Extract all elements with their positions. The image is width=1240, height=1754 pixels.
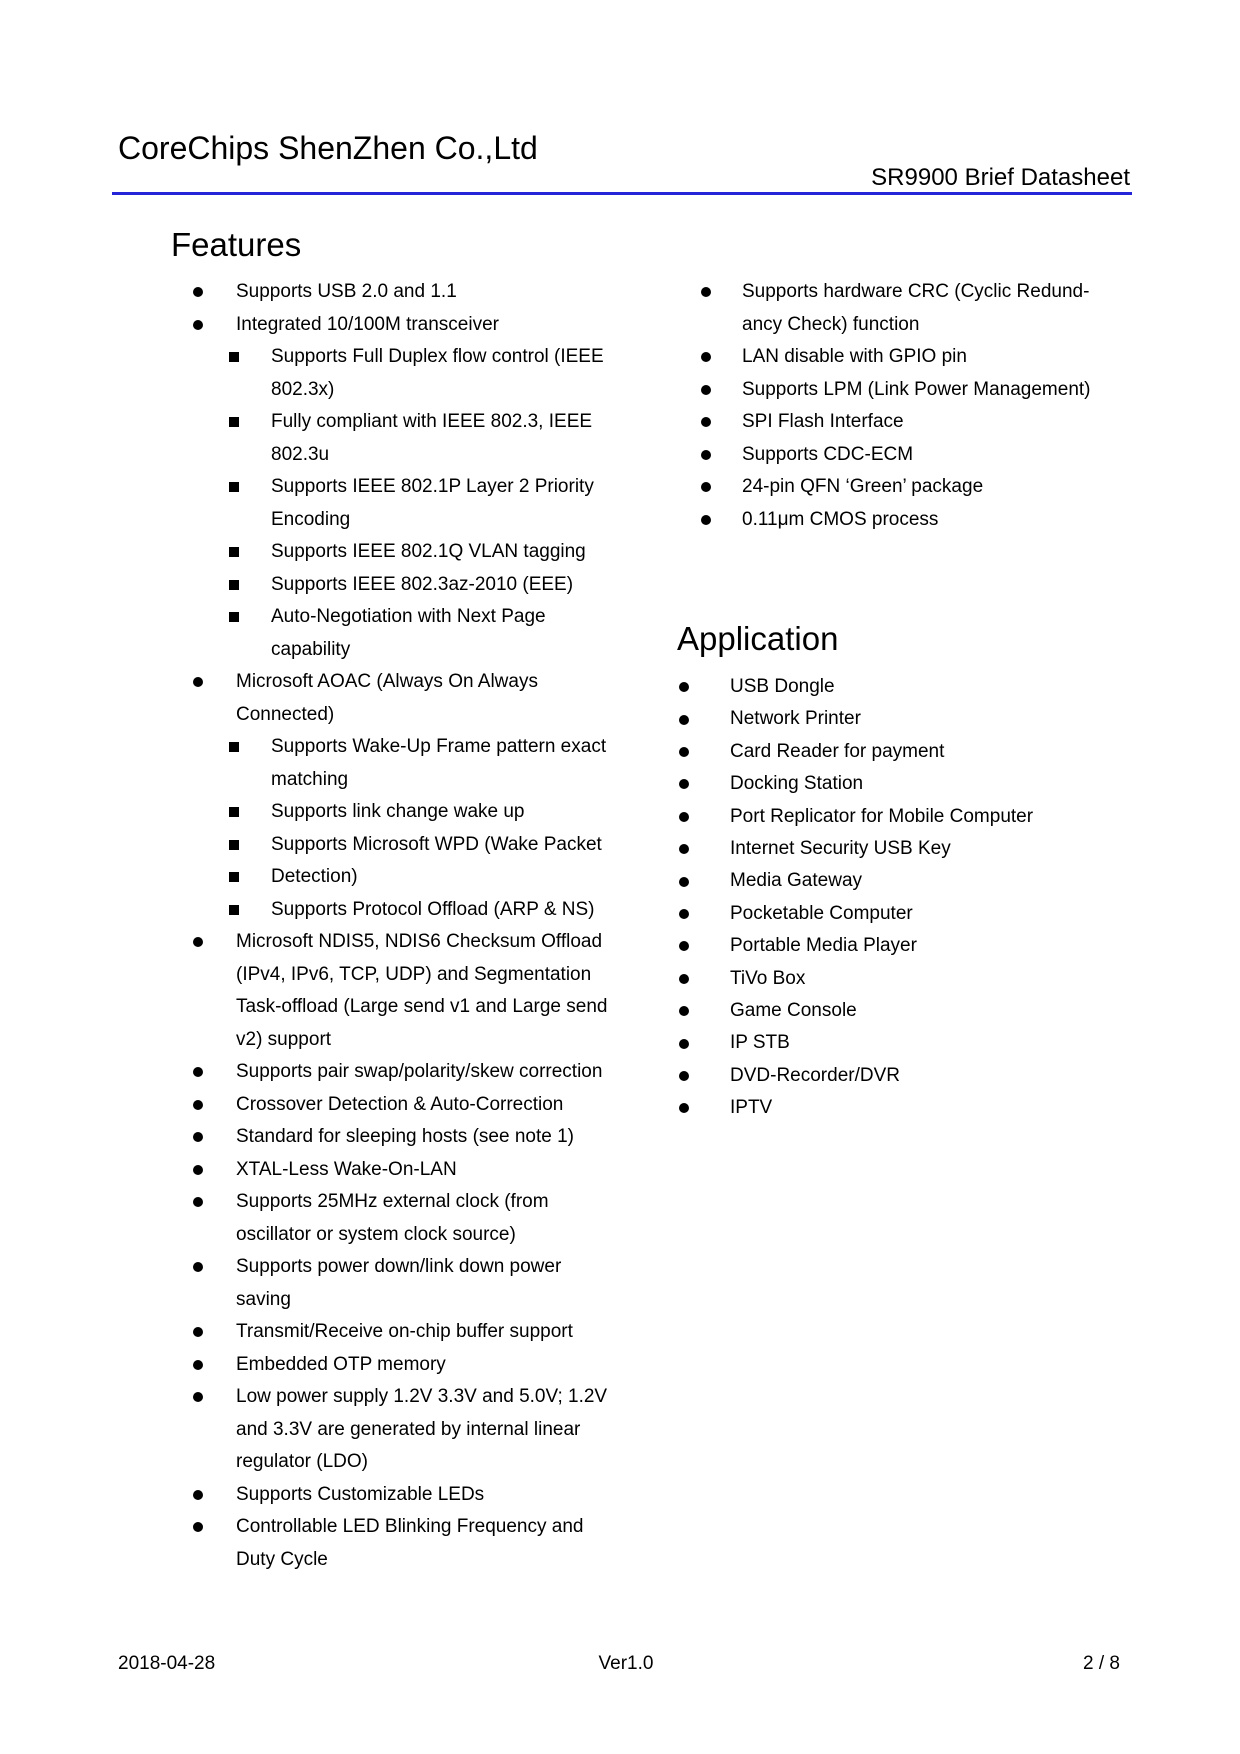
- list-item-text: Supports 25MHz external clock (from oscillator or system clock source): [236, 1191, 549, 1245]
- list-item: [236, 1186, 607, 1251]
- list-item-text: IPTV: [730, 1097, 773, 1119]
- round-bullet-icon: [701, 450, 711, 460]
- list-item: [236, 1316, 607, 1349]
- list-item: [236, 1154, 607, 1187]
- list-item-text: Portable Media Player: [730, 935, 917, 957]
- application-list: [0, 671, 1033, 1125]
- round-bullet-icon: [193, 1262, 203, 1272]
- round-bullet-icon: [193, 1360, 203, 1370]
- square-bullet-icon: [229, 580, 239, 590]
- list-item-text: Supports CDC-ECM: [742, 443, 914, 465]
- list-item-text: Supports Microsoft WPD (Wake Packet: [271, 833, 602, 855]
- round-bullet-icon: [679, 844, 689, 854]
- round-bullet-icon: [193, 1197, 203, 1207]
- list-item-text: Supports hardware CRC (Cyclic Redund- ancy Check) function: [742, 281, 1090, 335]
- round-bullet-icon: [701, 482, 711, 492]
- list-item-text: Docking Station: [730, 773, 864, 795]
- list-item: [236, 1479, 607, 1512]
- list-item-text: XTAL-Less Wake-On-LAN: [236, 1158, 457, 1180]
- list-item-text: Fully compliant with IEEE 802.3, IEEE 802.3u: [271, 411, 593, 465]
- round-bullet-icon: [679, 1006, 689, 1016]
- list-item: [730, 736, 1033, 768]
- list-item: [742, 439, 1091, 472]
- features-heading: Features: [171, 226, 302, 263]
- list-item: [271, 536, 607, 569]
- list-item: [271, 601, 607, 666]
- round-bullet-icon: [701, 287, 711, 297]
- list-item-text: Transmit/Receive on-chip buffer support: [236, 1321, 573, 1342]
- header-divider: [112, 192, 1132, 195]
- list-item: [742, 374, 1091, 407]
- round-bullet-icon: [193, 1165, 203, 1175]
- round-bullet-icon: [701, 385, 711, 395]
- list-item-text: Supports IEEE 802.1P Layer 2 Priority Encoding: [271, 476, 594, 530]
- list-item: [730, 1060, 1033, 1092]
- company-name: CoreChips ShenZhen Co.,Ltd: [118, 130, 538, 166]
- list-item-text: USB Dongle: [730, 676, 835, 697]
- list-item: [236, 1251, 607, 1316]
- list-item-text: Supports Customizable LEDs: [236, 1483, 485, 1505]
- list-item-text: Supports pair swap/polarity/skew correction: [236, 1061, 603, 1082]
- list-item-text: Low power supply 1.2V 3.3V and 5.0V; 1.2V and 3.3V are generated by internal linear regulator (LDO): [236, 1386, 608, 1472]
- round-bullet-icon: [679, 682, 689, 692]
- list-item-text: Supports IEEE 802.1Q VLAN tagging: [271, 541, 586, 562]
- list-item: [730, 898, 1033, 930]
- round-bullet-icon: [679, 909, 689, 919]
- round-bullet-icon: [679, 812, 689, 822]
- list-item-text: Microsoft AOAC (Always On Always Connected): [236, 671, 538, 725]
- list-item: [730, 1027, 1033, 1059]
- list-item-text: Supports LPM (Link Power Management): [742, 378, 1091, 400]
- list-item: [730, 768, 1033, 800]
- list-item: [742, 276, 1091, 341]
- round-bullet-icon: [679, 974, 689, 984]
- application-heading: Application: [677, 620, 839, 657]
- list-item: [236, 1511, 607, 1576]
- round-bullet-icon: [679, 779, 689, 789]
- list-item: [271, 569, 607, 602]
- list-item: [742, 341, 1091, 374]
- list-item-text: Internet Security USB Key: [730, 838, 951, 860]
- list-item-text: IP STB: [730, 1032, 790, 1054]
- list-item-text: Supports Wake-Up Frame pattern exact matching: [271, 736, 607, 790]
- list-item-text: Supports IEEE 802.3az-2010 (EEE): [271, 573, 574, 595]
- round-bullet-icon: [193, 1490, 203, 1500]
- list-item-text: 24-pin QFN ‘Green’ package: [742, 476, 984, 497]
- footer-date: 2018-04-28: [118, 1653, 216, 1674]
- round-bullet-icon: [701, 417, 711, 427]
- list-item-text: Supports power down/link down power saving: [236, 1256, 562, 1310]
- round-bullet-icon: [193, 1522, 203, 1532]
- list-item: [730, 865, 1033, 897]
- list-item: [730, 671, 1033, 703]
- list-item-text: Supports Protocol Offload (ARP & NS): [271, 898, 595, 920]
- features-list-right: [0, 276, 1091, 536]
- list-item: [730, 995, 1033, 1027]
- round-bullet-icon: [193, 1132, 203, 1142]
- round-bullet-icon: [679, 877, 689, 887]
- list-item-text: Supports USB 2.0 and 1.1: [236, 281, 457, 302]
- round-bullet-icon: [679, 1103, 689, 1113]
- list-item-text: Port Replicator for Mobile Computer: [730, 805, 1034, 827]
- list-item: [742, 406, 1091, 439]
- list-item-text: Card Reader for payment: [730, 740, 945, 762]
- list-item-text: Supports link change wake up: [271, 801, 525, 822]
- round-bullet-icon: [679, 1039, 689, 1049]
- list-item-text: Controllable LED Blinking Frequency and Duty Cycle: [236, 1516, 584, 1570]
- list-item-text: Standard for sleeping hosts (see note 1): [236, 1126, 574, 1147]
- list-item-text: LAN disable with GPIO pin: [742, 346, 967, 367]
- round-bullet-icon: [679, 747, 689, 757]
- list-item: [730, 801, 1033, 833]
- list-item: [730, 963, 1033, 995]
- list-item-text: 0.11μm CMOS process: [742, 508, 939, 530]
- list-item-text: Embedded OTP memory: [236, 1353, 446, 1375]
- list-item: [236, 1121, 607, 1154]
- footer-version: Ver1.0: [598, 1653, 654, 1674]
- square-bullet-icon: [229, 612, 239, 622]
- list-item-text: Media Gateway: [730, 870, 863, 892]
- list-item-text: Pocketable Computer: [730, 902, 913, 924]
- list-item-text: DVD-Recorder/DVR: [730, 1064, 900, 1086]
- list-item: [730, 930, 1033, 962]
- list-item-text: Microsoft NDIS5, NDIS6 Checksum Offload (IPv4, IPv6, TCP, UDP) and Segmentation Task-offload (Large send v1 and Large send v2) support: [236, 931, 608, 1050]
- list-item-text: Supports Full Duplex flow control (IEEE 802.3x): [271, 346, 604, 400]
- list-item-text: Network Printer: [730, 708, 861, 730]
- list-item-text: Auto-Negotiation with Next Page capability: [271, 606, 546, 660]
- document-title: SR9900 Brief Datasheet: [871, 164, 1130, 191]
- list-item: [236, 1381, 607, 1479]
- list-item: [730, 703, 1033, 735]
- list-item-text: TiVo Box: [730, 967, 806, 989]
- list-item: [742, 504, 1091, 537]
- list-item: [742, 471, 1091, 504]
- list-item: [730, 1092, 1033, 1124]
- round-bullet-icon: [193, 1392, 203, 1402]
- square-bullet-icon: [229, 547, 239, 557]
- round-bullet-icon: [701, 352, 711, 362]
- round-bullet-icon: [679, 1071, 689, 1081]
- round-bullet-icon: [679, 941, 689, 951]
- list-item: [236, 1349, 607, 1382]
- list-item: [730, 833, 1033, 865]
- round-bullet-icon: [193, 1327, 203, 1337]
- list-item-text: Crossover Detection & Auto-Correction: [236, 1093, 564, 1115]
- footer-page-number: 2 / 8: [1083, 1653, 1120, 1674]
- list-item-text: Game Console: [730, 1000, 857, 1022]
- list-item-text: Integrated 10/100M transceiver: [236, 313, 499, 335]
- round-bullet-icon: [701, 515, 711, 525]
- round-bullet-icon: [679, 715, 689, 725]
- list-item-text: SPI Flash Interface: [742, 411, 904, 432]
- list-item-text: Detection): [271, 866, 358, 887]
